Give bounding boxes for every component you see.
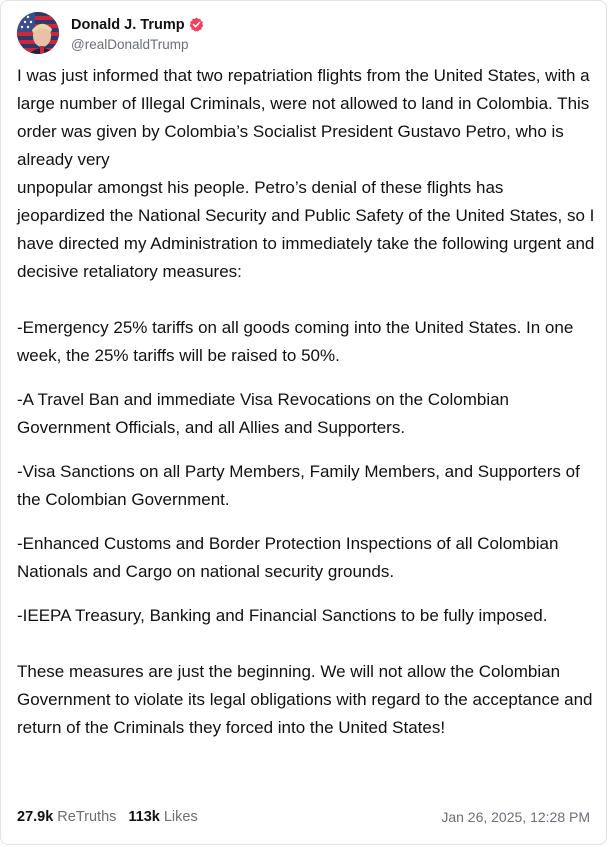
post-header [17,12,204,54]
paragraph-spacer [17,442,595,458]
post-paragraph: -IEEPA Treasury, Banking and Financial Sanctions to be fully imposed. [17,606,548,625]
post-body [17,62,595,742]
post-paragraph: -Emergency 25% tariffs on all goods coming into the United States. In one week, the 25% tariffs will be raised to 50%. [17,318,574,365]
name-row [71,15,204,35]
verified-badge-icon [189,17,204,32]
post-paragraph: -A Travel Ban and immediate Visa Revocations on the Colombian Government Officials, and all Allies and Supporters. [17,390,510,437]
retruths-count: 27.9k [17,809,54,825]
likes-label: Likes [163,809,198,825]
retruths-stat[interactable] [17,809,116,825]
post-paragraph: -Visa Sanctions on all Party Members, Family Members, and Supporters of the Colombian Government. [17,462,580,509]
paragraph-spacer [17,286,595,314]
avatar-icon [17,12,59,54]
post-paragraph: -Enhanced Customs and Border Protection Inspections of all Colombian Nationals and Cargo on national security grounds. [17,534,559,581]
author-handle[interactable]: @realDonaldTrump [71,36,189,52]
post-paragraph: These measures are just the beginning. We will not allow the Colombian Government to violate its legal obligations with regard to the acceptance and return of the Criminals they forced into the United States! [17,662,593,737]
paragraph-spacer [17,586,595,602]
display-name[interactable]: Donald J. Trump [71,16,185,33]
paragraph-spacer [17,514,595,530]
likes-stat[interactable] [128,809,197,825]
paragraph-spacer [17,630,595,658]
post-paragraph: I was just informed that two repatriation flights from the United States, with a large number of Illegal Criminals, were not allowed to land in Colombia. This order was given by Colombia’s Socialist President Gustavo Petro, who is already very [17,66,590,169]
retruths-label: ReTruths [57,809,117,825]
post-paragraph: unpopular amongst his people. Petro’s denial of these flights has jeopardized the National Security and Public Safety of the United States, so I have directed my Administration to immediately take the following urgent and decisive retaliatory measures: [17,178,595,281]
paragraph-spacer [17,370,595,386]
post-footer [17,807,590,827]
post-timestamp[interactable]: Jan 26, 2025, 12:28 PM [441,809,590,825]
author-names [71,15,204,52]
likes-count: 113k [128,809,160,825]
avatar[interactable] [17,12,59,54]
